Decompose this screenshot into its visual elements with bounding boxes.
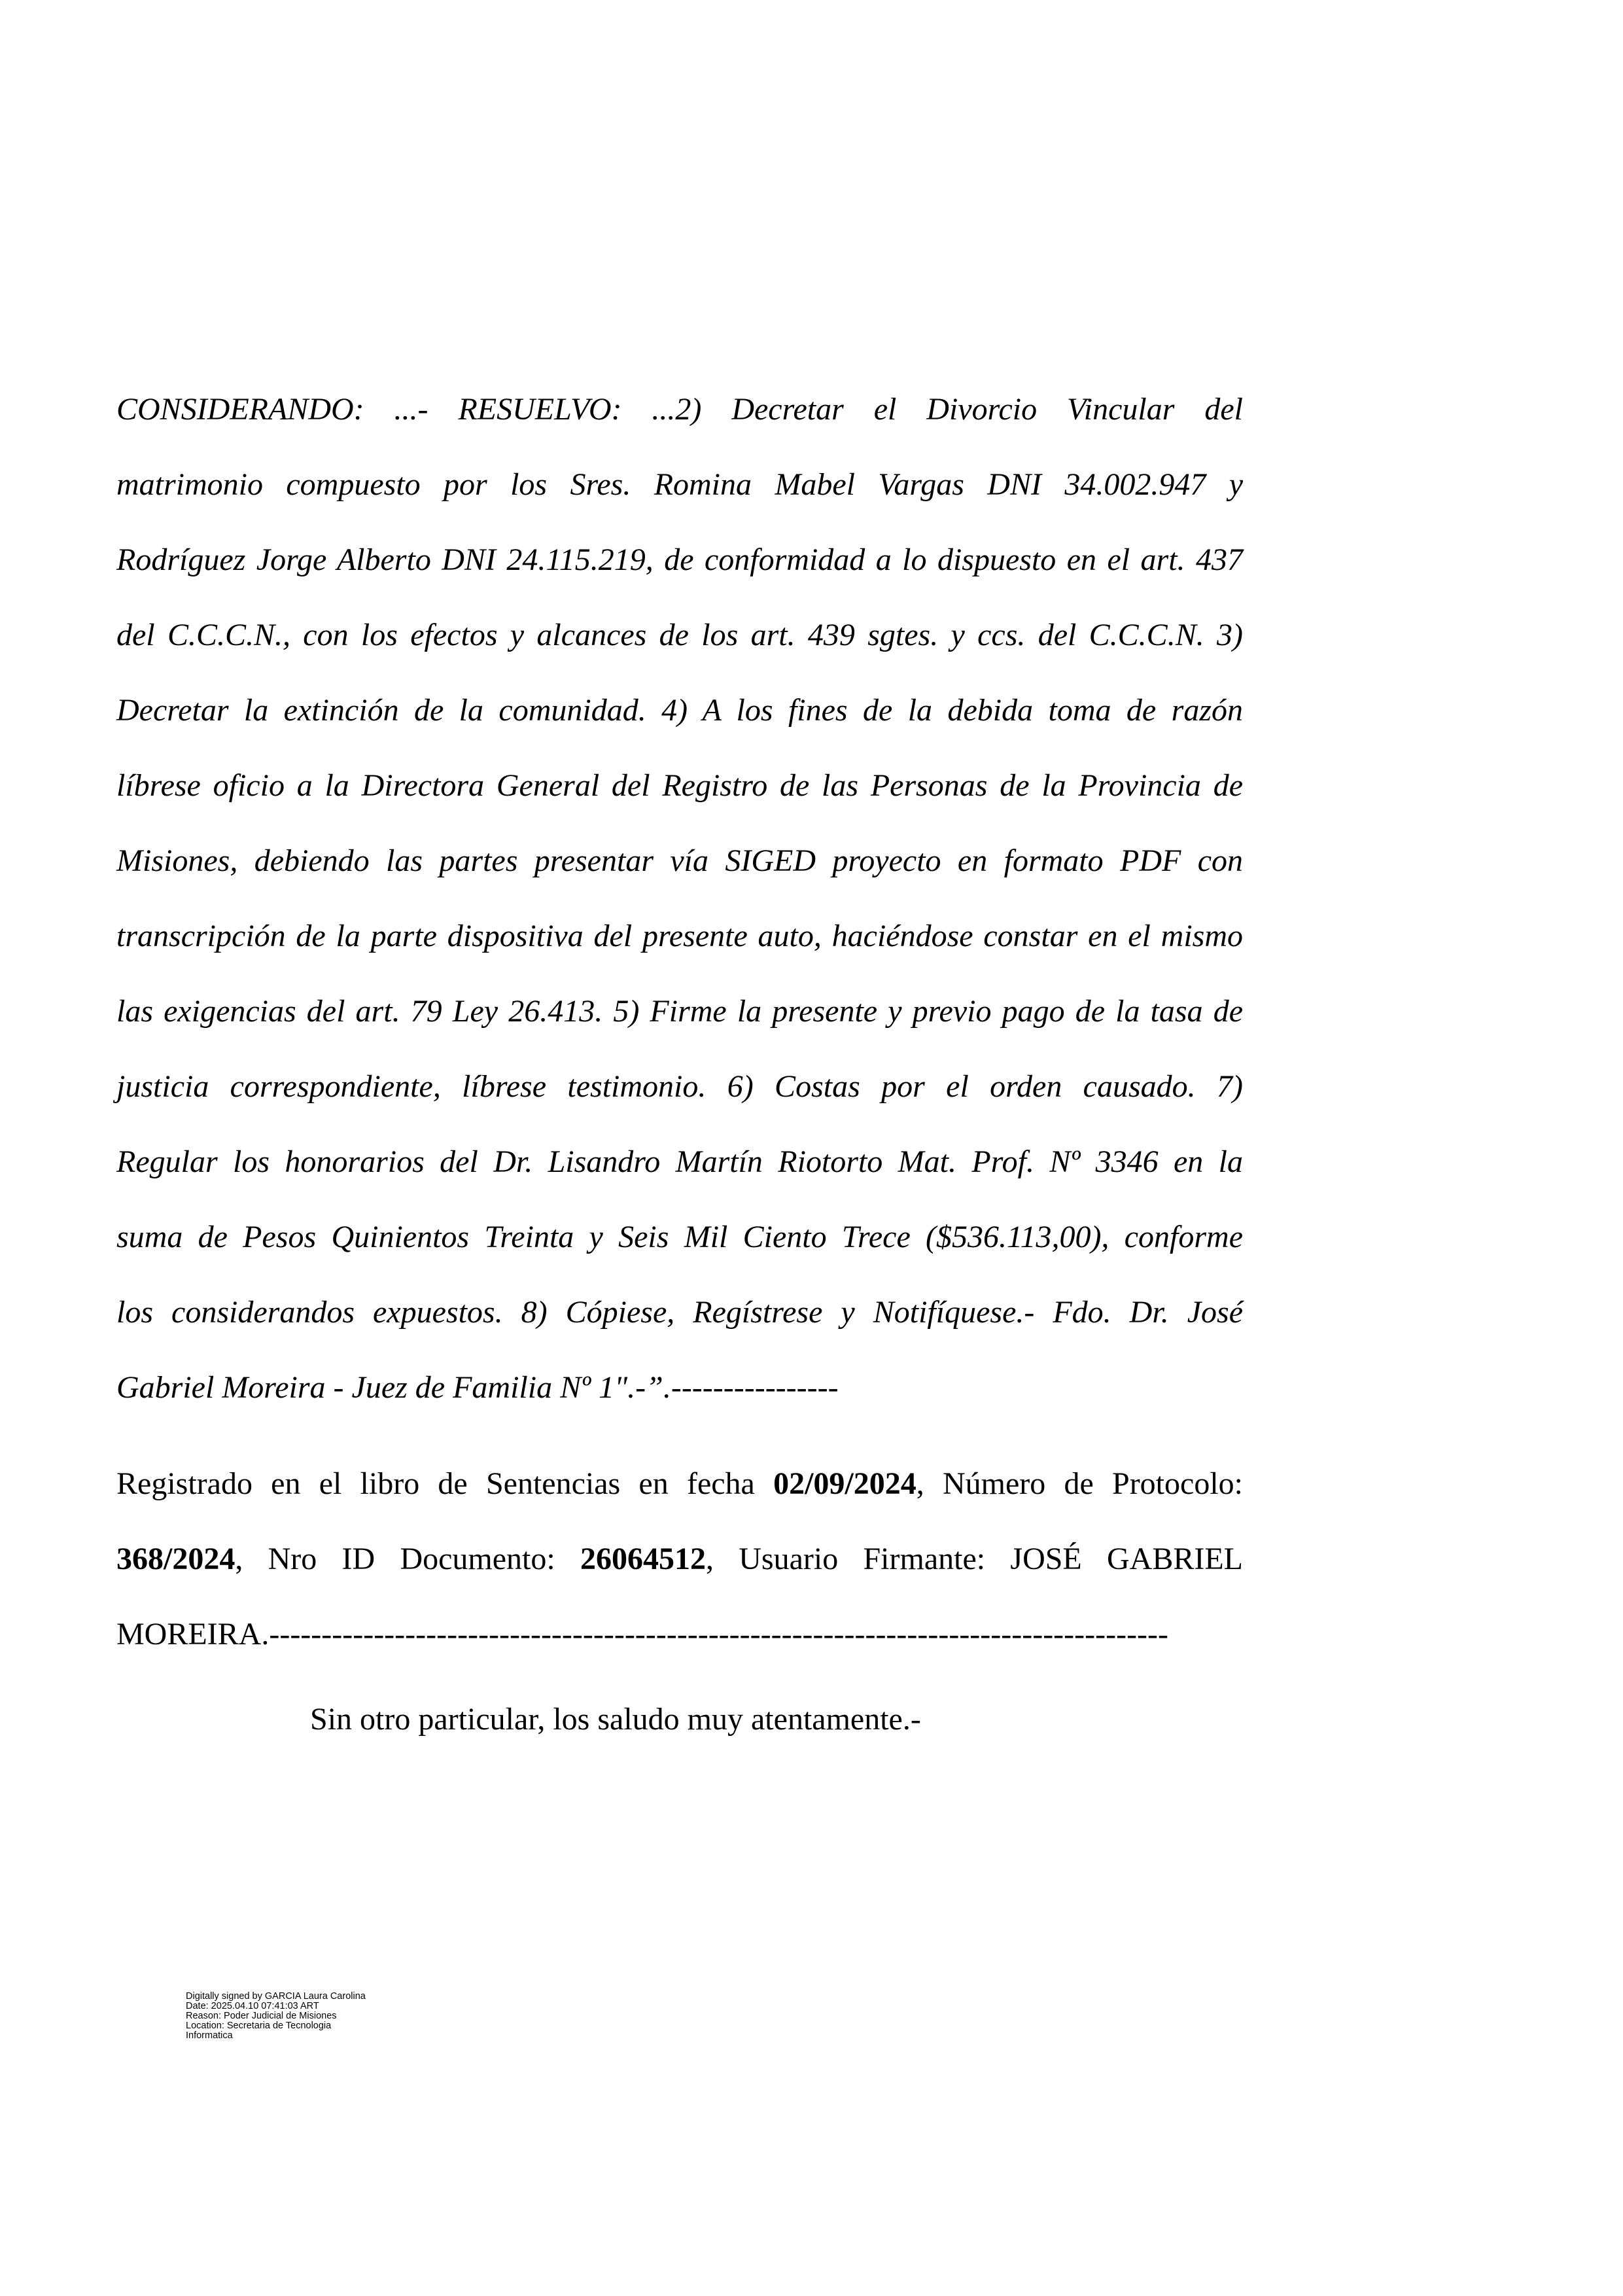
paragraph-line-11: Regular los honorarios del Dr. Lisandro Martín Riotorto Mat. Prof. Nº 3346 en la — [116, 1144, 1243, 1179]
paragraph-line-2: matrimonio compuesto por los Sres. Romina Mabel Vargas DNI 34.002.947 y — [116, 467, 1243, 502]
signature-signed-by: Digitally signed by GARCIA Laura Carolina — [186, 1991, 366, 2002]
document-id-label: , Nro ID Documento: — [235, 1542, 580, 1576]
signature-location: Location: Secretaria de Tecnologia — [186, 2021, 332, 2031]
paragraph-line-5: Decretar la extinción de la comunidad. 4) A los fines de la debida toma de razón — [116, 693, 1243, 728]
protocol-label: , Número de Protocolo: — [916, 1466, 1243, 1501]
paragraph-line-10: justicia correspondiente, líbrese testimonio. 6) Costas por el orden causado. 7) — [116, 1069, 1243, 1104]
signature-location-cont: Informatica — [186, 2030, 233, 2041]
paragraph-line-4: del C.C.C.N., con los efectos y alcances de los art. 439 sgtes. y ccs. del C.C.C.N. 3) — [116, 618, 1243, 652]
registration-line-2 — [116, 1540, 1243, 1579]
registration-prefix: Registrado en el libro de Sentencias en fecha — [116, 1466, 774, 1501]
signer-label: , Usuario Firmante: JOSÉ GABRIEL — [705, 1542, 1243, 1576]
paragraph-line-7: Misiones, debiendo las partes presentar vía SIGED proyecto en formato PDF con — [116, 843, 1243, 878]
registration-line-1 — [116, 1464, 1243, 1504]
paragraph-line-3: Rodríguez Jorge Alberto DNI 24.115.219, de conformidad a lo dispuesto en el art. 437 — [116, 542, 1243, 577]
document-id: 26064512 — [580, 1542, 706, 1576]
protocol-number: 368/2024 — [116, 1542, 236, 1576]
paragraph-line-6: líbrese oficio a la Directora General del Registro de las Personas de la Provincia de — [116, 768, 1243, 803]
digital-signature-stamp — [186, 1992, 366, 2041]
paragraph-line-9: las exigencias del art. 79 Ley 26.413. 5) Firme la presente y previo pago de la tasa de — [116, 994, 1243, 1029]
paragraph-line-8: transcripción de la parte dispositiva del presente auto, haciéndose constar en el mismo — [116, 919, 1243, 953]
signature-date: Date: 2025.04.10 07:41:03 ART — [186, 2001, 319, 2011]
signature-reason: Reason: Poder Judicial de Misiones — [186, 2011, 337, 2021]
paragraph-line-1: CONSIDERANDO: ...- RESUELVO: ...2) Decretar el Divorcio Vincular del — [116, 392, 1243, 427]
closing-salutation: Sin otro particular, los saludo muy atentamente.- — [310, 1702, 921, 1737]
registration-date: 02/09/2024 — [773, 1466, 916, 1501]
registration-line-3: MOREIRA.-------------------------------------------------------------------------------------- — [116, 1617, 1168, 1651]
paragraph-line-13: los considerandos expuestos. 8) Cópiese, Regístrese y Notifíquese.- Fdo. Dr. José — [116, 1295, 1243, 1330]
paragraph-last-line: Gabriel Moreira - Juez de Familia Nº 1".-”.---------------- — [116, 1370, 839, 1405]
paragraph-line-12: suma de Pesos Quinientos Treinta y Seis Mil Ciento Trece ($536.113,00), conforme — [116, 1220, 1243, 1254]
